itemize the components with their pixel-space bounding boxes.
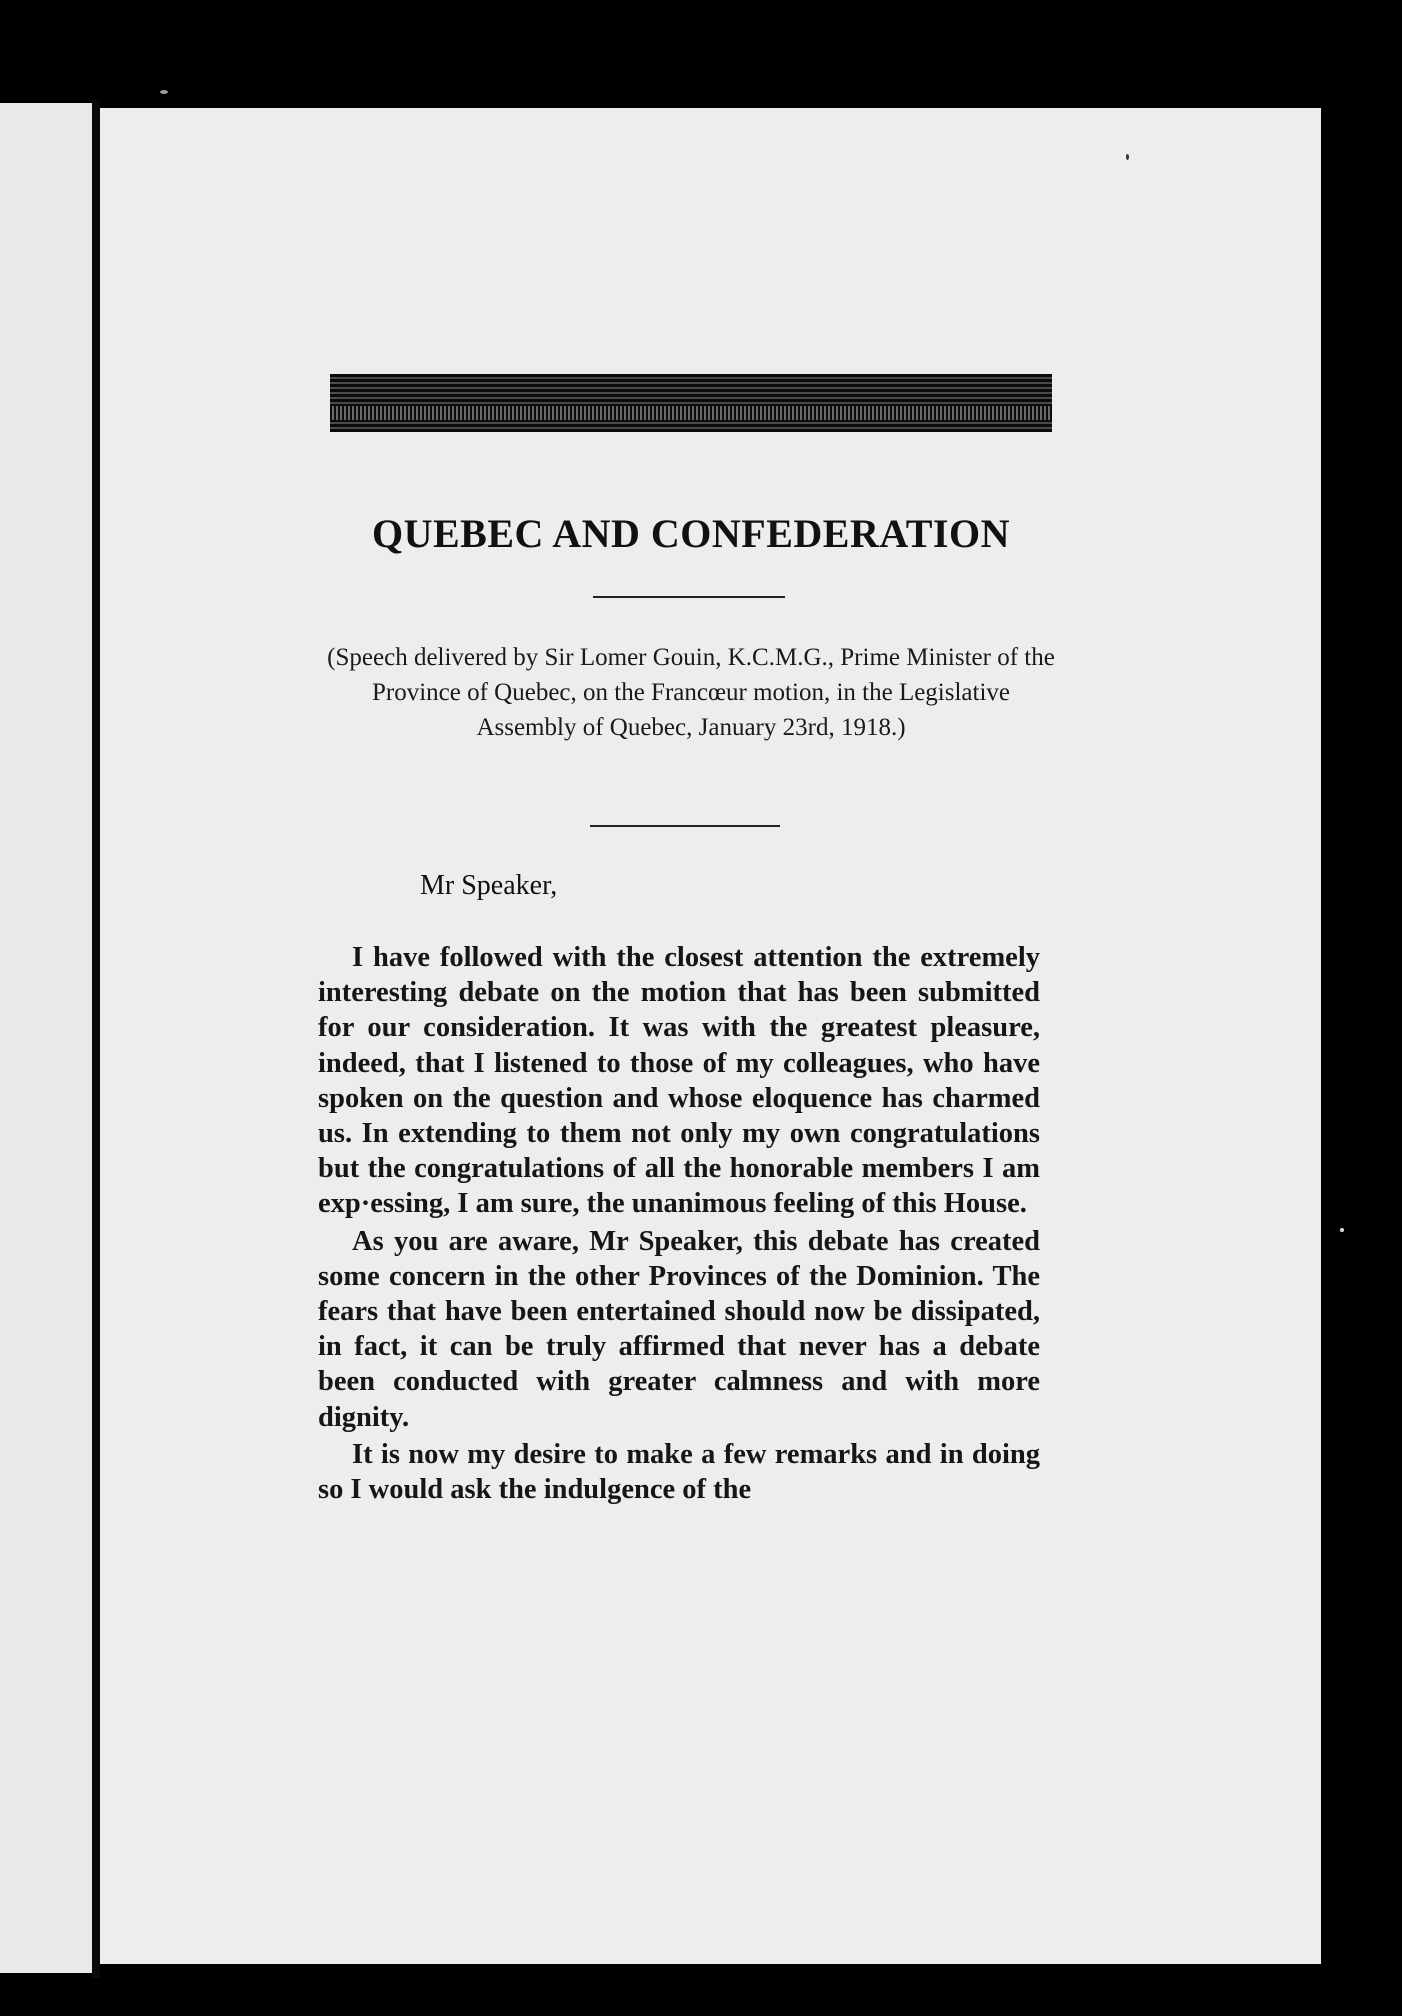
scan-speck [1126,154,1129,160]
facing-page-edge [0,103,92,1973]
salutation: Mr Speaker, [420,870,558,901]
paragraph: It is now my desire to make a few remarks and in doing so I would ask the indulgence of the [318,1438,1040,1506]
note-divider [590,825,780,827]
speech-body [318,940,1040,1507]
page-gutter [92,100,100,1978]
paragraph: As you are aware, Mr Speaker, this debate has created some concern in the other Provinces of the Dominion. The fears that have been entertained should now be dissipated, in fact, it can be truly affirmed that never has a debate been conducted with greater calmness and with more dignity. [318,1225,1040,1433]
scan-speck [160,90,168,94]
title-divider [593,596,785,598]
scan-speck [1340,1228,1344,1232]
document-title: QUEBEC AND CONFEDERATION [372,511,1010,556]
speech-note: (Speech delivered by Sir Lomer Gouin, K.C.M.G., Prime Minister of the Province of Quebec, on the Francœur motion, in the Legislative Assembly of Quebec, January 23rd, 1918.) [327,644,1055,741]
ornamental-header-rule [330,374,1052,432]
paragraph: I have followed with the closest attention the extremely interesting debate on the motion that has been submitted for our consideration. It was with the greatest pleasure, indeed, that I listened to those of my colleagues, who have spoken on the question and whose eloquence has charmed us. In extending to them not only my own congratulations but the congratulations of all the honorable members I am exp·essing, I am sure, the unanimous feeling of this House. [318,942,1040,1220]
